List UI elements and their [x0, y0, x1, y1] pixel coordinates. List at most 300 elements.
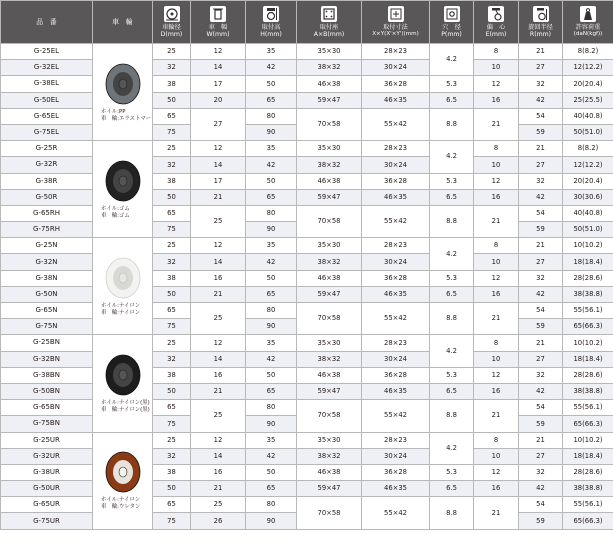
- wheel-diameter: 75: [153, 222, 191, 238]
- wheel-width: 16: [191, 367, 246, 383]
- mount-plate: 38×32: [297, 351, 362, 367]
- offset-value: 16: [474, 92, 519, 108]
- wheel-diameter: 50: [153, 383, 191, 399]
- hole-diameter: 8.8: [430, 400, 474, 432]
- allowable-load: 55(56.1): [563, 303, 613, 319]
- hole-diameter: 4.2: [430, 44, 474, 76]
- bolt-spacing: 55×42: [362, 108, 430, 140]
- caster-wheel-icon: [103, 256, 143, 300]
- offset-value: 21: [474, 303, 519, 335]
- mount-plate: 35×30: [297, 141, 362, 157]
- mount-plate: 35×30: [297, 44, 362, 60]
- part-number: G-25EL: [1, 44, 93, 60]
- wheel-illustration: [93, 256, 152, 317]
- mount-plate: 70×58: [297, 497, 362, 529]
- wheel-width: 26: [191, 513, 246, 529]
- wheel-diameter: 25: [153, 238, 191, 254]
- bolt-spacing: 46×35: [362, 286, 430, 302]
- wheel-illustration: [93, 450, 152, 511]
- wheel-width: 21: [191, 286, 246, 302]
- bolt-spacing: 28×23: [362, 44, 430, 60]
- allowable-load: 10(10.2): [563, 432, 613, 448]
- bolt-spacing: 28×23: [362, 335, 430, 351]
- wheel-image-cell: [93, 335, 153, 432]
- wheel-diameter-icon: [164, 6, 180, 22]
- allowable-load: 20(20.4): [563, 76, 613, 92]
- wheel-material-caption: [93, 109, 151, 123]
- part-number: G-65UR: [1, 497, 93, 513]
- mount-plate: 70×58: [297, 303, 362, 335]
- offset-icon: [488, 6, 504, 22]
- wheel-width: 20: [191, 92, 246, 108]
- bolt-spacing: 46×35: [362, 481, 430, 497]
- part-number: G-25UR: [1, 432, 93, 448]
- hole-diameter: 6.5: [430, 92, 474, 108]
- allowable-load: 65(66.3): [563, 416, 613, 432]
- mount-plate: 46×38: [297, 270, 362, 286]
- header-radius: [519, 1, 563, 44]
- bolt-spacing: 55×42: [362, 497, 430, 529]
- hole-diameter: 4.2: [430, 238, 474, 270]
- header-offset-unit: E(mm): [485, 31, 507, 38]
- part-number: G-38EL: [1, 76, 93, 92]
- swivel-radius: 27: [519, 254, 563, 270]
- hole-diameter: 6.5: [430, 189, 474, 205]
- part-number: G-32N: [1, 254, 93, 270]
- part-number: G-50EL: [1, 92, 93, 108]
- mount-plate: 35×30: [297, 238, 362, 254]
- mount-plate: 46×38: [297, 173, 362, 189]
- caster-wheel-icon: [103, 62, 143, 106]
- bolt-spacing: 30×24: [362, 448, 430, 464]
- swivel-radius: 54: [519, 108, 563, 124]
- wheel-diameter: 65: [153, 205, 191, 221]
- bolt-spacing: 30×24: [362, 254, 430, 270]
- wheel-diameter: 32: [153, 351, 191, 367]
- wheel-diameter: 25: [153, 44, 191, 60]
- header-width-unit: W(mm): [206, 31, 230, 38]
- mount-plate: 59×47: [297, 481, 362, 497]
- allowable-load: 50(51.0): [563, 222, 613, 238]
- hole-diameter: 8.8: [430, 303, 474, 335]
- mount-height: 35: [246, 432, 297, 448]
- swivel-radius: 59: [519, 319, 563, 335]
- wheel-material-line: ホイル:ナイロン: [101, 497, 141, 504]
- wheel-material-line: 車 輪:ウレタン: [101, 504, 141, 511]
- wheel-width: 14: [191, 448, 246, 464]
- allowable-load: 12(12.2): [563, 60, 613, 76]
- mount-height: 90: [246, 124, 297, 140]
- mount-height: 50: [246, 76, 297, 92]
- hole-diameter: 6.5: [430, 286, 474, 302]
- hole-diameter: 8.8: [430, 497, 474, 529]
- mount-height: 80: [246, 400, 297, 416]
- part-number: G-32UR: [1, 448, 93, 464]
- mount-height: 80: [246, 497, 297, 513]
- allowable-load: 28(28.6): [563, 270, 613, 286]
- swivel-radius: 21: [519, 141, 563, 157]
- part-number: G-75EL: [1, 124, 93, 140]
- mount-height: 42: [246, 254, 297, 270]
- wheel-width: 14: [191, 351, 246, 367]
- hole-diameter: 5.3: [430, 76, 474, 92]
- allowable-load: 8(8.2): [563, 141, 613, 157]
- header-bolt: [362, 1, 430, 44]
- swivel-radius: 27: [519, 448, 563, 464]
- wheel-diameter: 32: [153, 60, 191, 76]
- mount-height: 90: [246, 513, 297, 529]
- mount-plate: 38×32: [297, 448, 362, 464]
- wheel-material-line: ホイル:ナイロン: [101, 303, 141, 310]
- wheel-width: 14: [191, 254, 246, 270]
- table-row: [1, 44, 613, 60]
- swivel-radius: 21: [519, 44, 563, 60]
- hole-diameter: 4.2: [430, 141, 474, 173]
- swivel-radius: 59: [519, 416, 563, 432]
- mount-plate: 38×32: [297, 254, 362, 270]
- hole-diameter: 5.3: [430, 173, 474, 189]
- mount-height: 65: [246, 481, 297, 497]
- part-number: G-50N: [1, 286, 93, 302]
- allowable-load: 28(28.6): [563, 367, 613, 383]
- mount-plate: 46×38: [297, 367, 362, 383]
- caster-wheel-icon: [103, 159, 143, 203]
- wheel-width: 14: [191, 60, 246, 76]
- header-diameter: [153, 1, 191, 44]
- mount-height: 65: [246, 92, 297, 108]
- allowable-load: 25(25.5): [563, 92, 613, 108]
- offset-value: 21: [474, 497, 519, 529]
- swivel-radius: 42: [519, 383, 563, 399]
- wheel-width: 21: [191, 481, 246, 497]
- swivel-radius: 42: [519, 92, 563, 108]
- header-hole: [430, 1, 474, 44]
- wheel-diameter: 50: [153, 286, 191, 302]
- part-number: G-25N: [1, 238, 93, 254]
- wheel-diameter: 38: [153, 76, 191, 92]
- mount-height: 35: [246, 238, 297, 254]
- swivel-radius: 54: [519, 400, 563, 416]
- header-load: [563, 1, 613, 44]
- mount-plate: 35×30: [297, 335, 362, 351]
- swivel-radius: 27: [519, 351, 563, 367]
- allowable-load: 40(40.8): [563, 205, 613, 221]
- bolt-spacing: 36×28: [362, 464, 430, 480]
- offset-value: 8: [474, 141, 519, 157]
- header-width: [191, 1, 246, 44]
- wheel-material-line: 車 輪:エラストマー: [101, 115, 152, 122]
- wheel-image-cell: [93, 238, 153, 335]
- wheel-diameter: 32: [153, 448, 191, 464]
- mount-plate: 59×47: [297, 383, 362, 399]
- wheel-diameter: 38: [153, 367, 191, 383]
- mount-height: 80: [246, 303, 297, 319]
- bolt-spacing: 46×35: [362, 189, 430, 205]
- mount-height: 90: [246, 416, 297, 432]
- wheel-diameter: 38: [153, 173, 191, 189]
- part-number: G-75RH: [1, 222, 93, 238]
- mount-height: 65: [246, 383, 297, 399]
- mount-height: 42: [246, 157, 297, 173]
- mount-height: 35: [246, 335, 297, 351]
- mount-plate: 59×47: [297, 286, 362, 302]
- table-row: [1, 141, 613, 157]
- wheel-width-icon: [210, 6, 226, 22]
- wheel-material-line: 車 輪:ゴム: [101, 212, 130, 219]
- header-plate-unit: A×B(mm): [313, 31, 345, 38]
- wheel-width: 25: [191, 205, 246, 237]
- wheel-image-cell: [93, 44, 153, 141]
- header-height-unit: H(mm): [260, 31, 282, 38]
- wheel-width: 21: [191, 383, 246, 399]
- hole-diameter: 6.5: [430, 481, 474, 497]
- bolt-spacing: 36×28: [362, 173, 430, 189]
- wheel-width: 12: [191, 432, 246, 448]
- offset-value: 10: [474, 351, 519, 367]
- swivel-radius: 54: [519, 303, 563, 319]
- hole-diameter: 4.2: [430, 335, 474, 367]
- allowable-load: 18(18.4): [563, 351, 613, 367]
- mount-height: 65: [246, 286, 297, 302]
- wheel-material-caption: [93, 400, 150, 414]
- wheel-material-line: ホイル:ナイロン(黒): [101, 400, 150, 407]
- swivel-radius-icon: [533, 6, 549, 22]
- offset-value: 10: [474, 60, 519, 76]
- mount-height: 42: [246, 351, 297, 367]
- part-number: G-25BN: [1, 335, 93, 351]
- wheel-diameter: 38: [153, 464, 191, 480]
- caster-wheel-icon: [103, 450, 143, 494]
- hole-diameter: 5.3: [430, 464, 474, 480]
- caster-wheel-icon: [103, 353, 143, 397]
- offset-value: 16: [474, 189, 519, 205]
- swivel-radius: 27: [519, 157, 563, 173]
- table-row: [1, 335, 613, 351]
- mount-height: 50: [246, 173, 297, 189]
- wheel-width: 25: [191, 497, 246, 513]
- bolt-spacing: 28×23: [362, 432, 430, 448]
- wheel-width: 17: [191, 76, 246, 92]
- mount-height: 42: [246, 448, 297, 464]
- table-row: [1, 432, 613, 448]
- mount-plate: 46×38: [297, 464, 362, 480]
- hole-diameter: 8.8: [430, 205, 474, 237]
- mount-height: 50: [246, 367, 297, 383]
- offset-value: 21: [474, 108, 519, 140]
- allowable-load: 65(66.3): [563, 319, 613, 335]
- allowable-load: 28(28.6): [563, 464, 613, 480]
- bolt-spacing: 30×24: [362, 60, 430, 76]
- wheel-diameter: 50: [153, 92, 191, 108]
- wheel-diameter: 32: [153, 254, 191, 270]
- wheel-diameter: 50: [153, 189, 191, 205]
- swivel-radius: 54: [519, 205, 563, 221]
- swivel-radius: 59: [519, 222, 563, 238]
- allowable-load: 55(56.1): [563, 400, 613, 416]
- wheel-material-line: 車 輪:ナイロン: [101, 309, 141, 316]
- wheel-width: 12: [191, 238, 246, 254]
- swivel-radius: 42: [519, 481, 563, 497]
- bolt-spacing: 55×42: [362, 205, 430, 237]
- wheel-width: 21: [191, 189, 246, 205]
- wheel-illustration: [93, 353, 152, 414]
- bolt-spacing: 36×28: [362, 76, 430, 92]
- swivel-radius: 27: [519, 60, 563, 76]
- part-number: G-50BN: [1, 383, 93, 399]
- header-plate-label: 取付座: [319, 23, 339, 31]
- swivel-radius: 54: [519, 497, 563, 513]
- offset-value: 10: [474, 254, 519, 270]
- part-number: G-65RH: [1, 205, 93, 221]
- swivel-radius: 21: [519, 335, 563, 351]
- offset-value: 8: [474, 335, 519, 351]
- allowable-load: 18(18.4): [563, 448, 613, 464]
- offset-value: 16: [474, 286, 519, 302]
- header-height-label: 取付高: [261, 23, 281, 31]
- wheel-width: 14: [191, 157, 246, 173]
- part-number: G-38N: [1, 270, 93, 286]
- bolt-spacing-icon: [388, 6, 404, 22]
- wheel-material-caption: [93, 303, 140, 317]
- allowable-load: 12(12.2): [563, 157, 613, 173]
- header-load-unit: (daN(kgf)): [573, 31, 603, 38]
- header-part-number: 品 番: [1, 1, 93, 44]
- part-number: G-75UR: [1, 513, 93, 529]
- allowable-load: 38(38.8): [563, 286, 613, 302]
- header-plate: [297, 1, 362, 44]
- mount-plate: 70×58: [297, 108, 362, 140]
- mount-height: 50: [246, 464, 297, 480]
- swivel-radius: 21: [519, 238, 563, 254]
- allowable-load: 65(66.3): [563, 513, 613, 529]
- wheel-material-line: ホイル:PP: [101, 108, 126, 115]
- swivel-radius: 42: [519, 286, 563, 302]
- table-row: [1, 238, 613, 254]
- bolt-spacing: 46×35: [362, 383, 430, 399]
- wheel-width: 12: [191, 141, 246, 157]
- swivel-radius: 32: [519, 464, 563, 480]
- wheel-illustration: [93, 62, 152, 123]
- wheel-diameter: 25: [153, 335, 191, 351]
- offset-value: 12: [474, 76, 519, 92]
- mount-height: 80: [246, 108, 297, 124]
- part-number: G-75BN: [1, 416, 93, 432]
- mount-plate: 59×47: [297, 189, 362, 205]
- allowable-load: 18(18.4): [563, 254, 613, 270]
- swivel-radius: 32: [519, 173, 563, 189]
- bolt-spacing: 36×28: [362, 367, 430, 383]
- part-number: G-32BN: [1, 351, 93, 367]
- wheel-material-caption: [93, 497, 140, 511]
- mount-height: 90: [246, 319, 297, 335]
- allowable-load: 30(30.6): [563, 189, 613, 205]
- part-number: G-65N: [1, 303, 93, 319]
- wheel-diameter: 75: [153, 513, 191, 529]
- bolt-spacing: 30×24: [362, 157, 430, 173]
- header-hole-unit: P(mm): [441, 31, 462, 38]
- header-offset: [474, 1, 519, 44]
- header-height: [246, 1, 297, 44]
- part-number: G-38R: [1, 173, 93, 189]
- mount-height: 35: [246, 44, 297, 60]
- wheel-width: 25: [191, 400, 246, 432]
- mount-plate: 59×47: [297, 92, 362, 108]
- offset-value: 12: [474, 173, 519, 189]
- header-bolt-label: 取付寸法: [383, 24, 408, 32]
- wheel-width: 27: [191, 108, 246, 140]
- bolt-spacing: 55×42: [362, 303, 430, 335]
- allowable-load: 40(40.8): [563, 108, 613, 124]
- wheel-material-line: 車 輪:ナイロン(黒): [101, 406, 150, 413]
- wheel-width: 12: [191, 44, 246, 60]
- part-number: G-32EL: [1, 60, 93, 76]
- part-number: G-65EL: [1, 108, 93, 124]
- offset-value: 12: [474, 270, 519, 286]
- wheel-diameter: 65: [153, 108, 191, 124]
- offset-value: 8: [474, 432, 519, 448]
- wheel-diameter: 65: [153, 303, 191, 319]
- allowable-load: 50(51.0): [563, 124, 613, 140]
- mount-plate-icon: [321, 6, 337, 22]
- part-number: G-65BN: [1, 400, 93, 416]
- mount-plate: 46×38: [297, 76, 362, 92]
- header-diameter-unit: D(mm): [160, 31, 183, 38]
- wheel-width: 12: [191, 335, 246, 351]
- offset-value: 10: [474, 157, 519, 173]
- offset-value: 16: [474, 481, 519, 497]
- wheel-diameter: 75: [153, 319, 191, 335]
- header-diameter-label: 車輪径: [162, 23, 181, 31]
- swivel-radius: 32: [519, 367, 563, 383]
- hole-diameter: 8.8: [430, 108, 474, 140]
- wheel-diameter: 65: [153, 497, 191, 513]
- header-radius-unit: R(mm): [529, 31, 552, 38]
- mount-plate: 70×58: [297, 400, 362, 432]
- wheel-material-caption: [93, 206, 130, 220]
- mount-height: 42: [246, 60, 297, 76]
- wheel-width: 25: [191, 303, 246, 335]
- mount-height-icon: [263, 6, 279, 22]
- offset-value: 21: [474, 400, 519, 432]
- header-bolt-unit: X×Y(X'×Y')(mm): [372, 31, 419, 38]
- swivel-radius: 32: [519, 76, 563, 92]
- header-hole-label: 穴 径: [442, 23, 461, 31]
- offset-value: 10: [474, 448, 519, 464]
- wheel-diameter: 25: [153, 141, 191, 157]
- hole-diameter: 5.3: [430, 367, 474, 383]
- wheel-diameter: 50: [153, 481, 191, 497]
- swivel-radius: 32: [519, 270, 563, 286]
- mount-height: 50: [246, 270, 297, 286]
- mount-height: 65: [246, 189, 297, 205]
- allowable-load: 8(8.2): [563, 44, 613, 60]
- mount-plate: 70×58: [297, 205, 362, 237]
- header-offset-label: 偏 心: [486, 23, 506, 31]
- wheel-width: 16: [191, 270, 246, 286]
- allowable-load: 38(38.8): [563, 383, 613, 399]
- swivel-radius: 42: [519, 189, 563, 205]
- wheel-material-line: ホイル:ゴム: [101, 205, 130, 212]
- allowable-load: 55(56.1): [563, 497, 613, 513]
- swivel-radius: 21: [519, 432, 563, 448]
- mount-plate: 35×30: [297, 432, 362, 448]
- allowable-load: 38(38.8): [563, 481, 613, 497]
- offset-value: 8: [474, 238, 519, 254]
- header-load-label: 許容荷重: [575, 24, 601, 32]
- wheel-diameter: 32: [153, 157, 191, 173]
- bolt-spacing: 36×28: [362, 270, 430, 286]
- header-wheel: 車 輪: [93, 1, 153, 44]
